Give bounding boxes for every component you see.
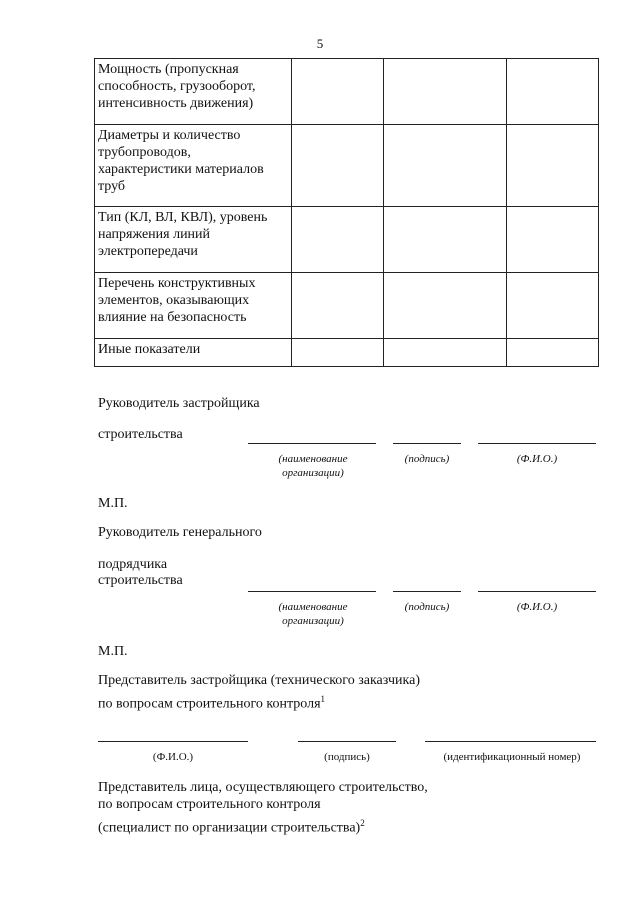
table-row [95, 339, 599, 367]
id-number-caption: (идентификационный номер) [443, 751, 581, 763]
fio-signature-line [478, 443, 596, 444]
table-cell [507, 207, 599, 273]
table-cell [384, 339, 507, 367]
row-label: Диаметры и количество трубопроводов, характеристики материалов труб [95, 125, 292, 207]
builder-rep-label-3: (специалист по организации строительства)$^2$ [98, 818, 365, 836]
stamp-label: М.П. [98, 496, 128, 511]
row-label: Мощность (пропускная способность, грузооборот, интенсивность движения) [95, 59, 292, 125]
id-number-line [425, 741, 596, 742]
table-cell [292, 207, 384, 273]
customer-rep-label-2: по вопросам строительного контроля$^1$ [98, 694, 326, 712]
table-cell [507, 59, 599, 125]
org-caption: (наименование организации) [278, 453, 348, 479]
table-cell [384, 273, 507, 339]
row-label: Перечень конструктивных элементов, оказывающих влияние на безопасность [95, 273, 292, 339]
org-signature-line [248, 443, 376, 444]
row-label: Иные показатели [95, 339, 292, 367]
signature-caption: (подпись) [404, 601, 450, 613]
developer-head-label-1: Руководитель застройщика [98, 396, 260, 411]
builder-rep-label-2: по вопросам строительного контроля [98, 797, 321, 812]
table-cell [384, 207, 507, 273]
customer-rep-label-1: Представитель застройщика (технического заказчика) [98, 673, 420, 688]
table-cell [384, 125, 507, 207]
table-row [95, 59, 599, 125]
signature-caption: (подпись) [324, 751, 370, 763]
contractor-head-label-1: Руководитель генерального [98, 525, 262, 540]
stamp-label: М.П. [98, 644, 128, 659]
signature-caption: (подпись) [404, 453, 450, 465]
table-cell [292, 125, 384, 207]
fio-caption: (Ф.И.О.) [152, 751, 194, 763]
page-number: 5 [316, 36, 324, 51]
org-caption: (наименование организации) [278, 601, 348, 627]
org-signature-line [248, 591, 376, 592]
table-row [95, 273, 599, 339]
contractor-head-label-3: строительства [98, 573, 183, 588]
signature-line [393, 591, 461, 592]
fio-caption: (Ф.И.О.) [516, 601, 558, 613]
fio-signature-line [98, 741, 248, 742]
table-row [95, 207, 599, 273]
fio-signature-line [478, 591, 596, 592]
table-cell [507, 339, 599, 367]
table-cell [507, 273, 599, 339]
table-cell [507, 125, 599, 207]
signature-line [393, 443, 461, 444]
table-cell [292, 339, 384, 367]
footnote-mark: 1 [320, 694, 326, 704]
contractor-head-label-2: подрядчика [98, 557, 168, 572]
developer-head-label-2: строительства [98, 427, 183, 442]
footnote-mark: 2 [360, 818, 365, 828]
parameters-table [94, 58, 599, 367]
row-label: Тип (КЛ, ВЛ, КВЛ), уровень напряжения линий электропередачи [95, 207, 292, 273]
table-cell [292, 59, 384, 125]
table-cell [384, 59, 507, 125]
table-row [95, 125, 599, 207]
fio-caption: (Ф.И.О.) [516, 453, 558, 465]
signature-line [298, 741, 396, 742]
builder-rep-label-1: Представитель лица, осуществляющего строительство, [98, 780, 428, 795]
table-cell [292, 273, 384, 339]
